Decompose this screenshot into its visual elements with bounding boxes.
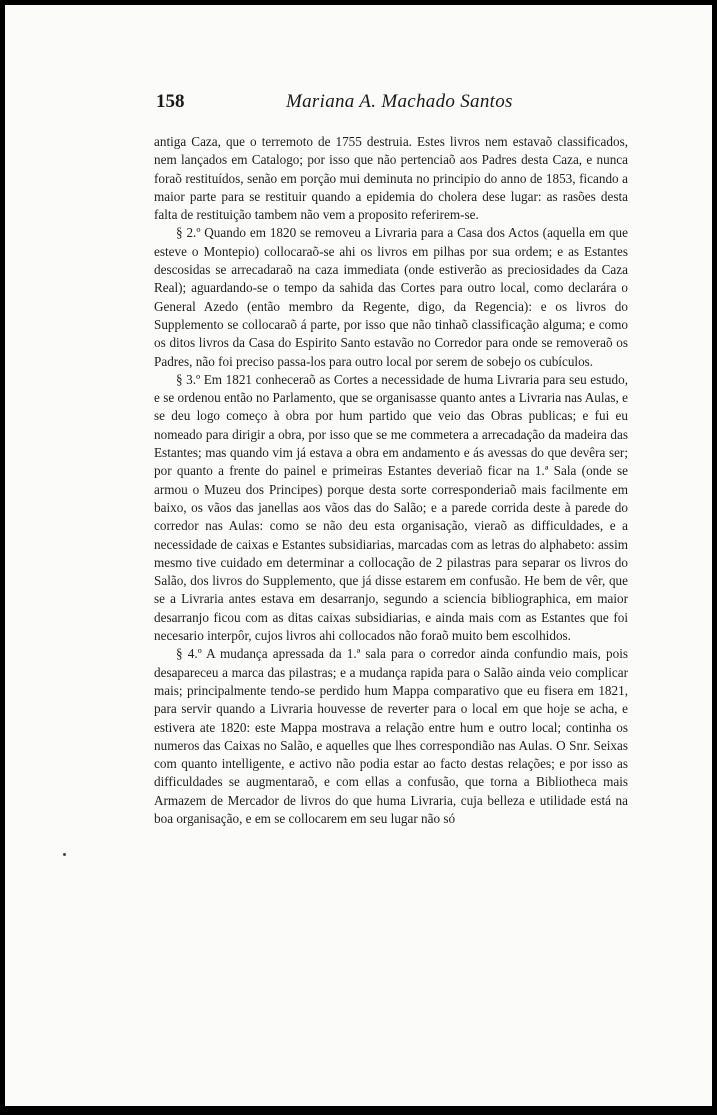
running-head: Mariana A. Machado Santos [286, 91, 513, 112]
page-header [156, 91, 566, 121]
body-text [154, 133, 628, 828]
paragraph: § 2.º Quando em 1820 se removeu a Livraria para a Casa dos Actos (aquella em que esteve o Montepio) collocaraõ-se ahi os livros em pilhas por sua ordem; e as Estantes descosidas se arrecadaraõ na caza immediata (onde estiverão as preciosidades da Caza Real); aguardando-se o tempo da sahida das Cortes para outro local, como declarára o General Azedo (então membro da Regente, digo, da Regencia): e os livros do Supplemento se collocaraõ á parte, por isso que não tinhaõ classificação alguma; e como os ditos livros da Casa do Espirito Santo estavão no Corredor para onde se removeraõ os Padres, não foi preciso passa-los para outro local por serem de sobejo os cubículos. [154, 225, 628, 369]
paragraph: § 3.º Em 1821 conheceraõ as Cortes a necessidade de huma Livraria para seu estudo, e se ordenou então no Parlamento, que se organisasse quanto antes a Livraria nas Aulas, e se deu logo começo à obra por hum partido que veio das Obras publicas; e fui eu nomeado para dirigir a obra, por isso que se me commetera a arrecadação da madeira das Estantes; mas quando vim já estava a obra em andamento e ás avessas do que devêra ser; por quanto a frente do painel e primeiras Estantes deveriaõ ficar na 1.ª Sala (onde se armou o Muzeu dos Principes) porque desta sorte corresponderiaõ mais facilmente em baixo, os vãos das janellas aos vãos das do Salão; e a parede corrida deste à parede do corredor nas Aulas: como se não deu esta organisação, vieraõ as difficuldades, e a necessidade de caixas e Estantes subsidiarias, marcadas com as letras do alphabeto: assim mesmo tive cuidado em determinar a collocação de 2 pilastras para separar os livros do Salão, dos livros do Supplemento, que já disse estarem em confusão. He bem de vêr, que se a Livraria antes estava em desarranjo, segundo a sciencia bibliographica, em maior desarranjo ficou com as ditas caixas subsidiarias, e ainda mais com as Estantes que foi necesario interpôr, cujos livros ahi collocados não foraõ muito bem escolhidos. [154, 371, 628, 644]
paragraph: antiga Caza, que o terremoto de 1755 destruia. Estes livros nem estavaõ classificados, nem lançados em Catalogo; por isso que não pertenciaõ aos Padres desta Caza, e nunca foraõ restituídos, senão em porção mui deminuta no principio do anno de 1853, ficando a maior parte para se restituir quando a epidemia do cholera dese lugar: as rasões desta falta de restituição tambem não vem a proposito referirem-se. [154, 134, 628, 223]
page-number: 158 [156, 91, 185, 112]
paragraph: § 4.º A mudança apressada da 1.ª sala para o corredor ainda confundio mais, pois desapareceu a marca das pilastras; e a mudança rapida para o Salão ainda veio complicar mais; principalmente tendo-se perdido hum Mappa comparativo que eu fisera em 1821, para servir quando a Livraria houvesse de reverter para o local em que hoje se acha, e estivera ate 1820: este Mappa mostrava a relação entre hum e outro local; continha os numeros das Caixas no Salão, e aquelles que lhes correspondião nas Aulas. O Snr. Seixas com quanto intelligente, e activo não podia estar ao facto destas relações; e por isso as difficuldades se augmentaraõ, e com ellas a confusão, que torna a Bibliotheca mais Armazem de Mercador de livros do que huma Livraria, cuja belleza e utilidade está na boa organisação, e em se collocarem em seu lugar não só [154, 646, 628, 826]
book-page [5, 5, 712, 1106]
ink-speck [63, 853, 66, 856]
